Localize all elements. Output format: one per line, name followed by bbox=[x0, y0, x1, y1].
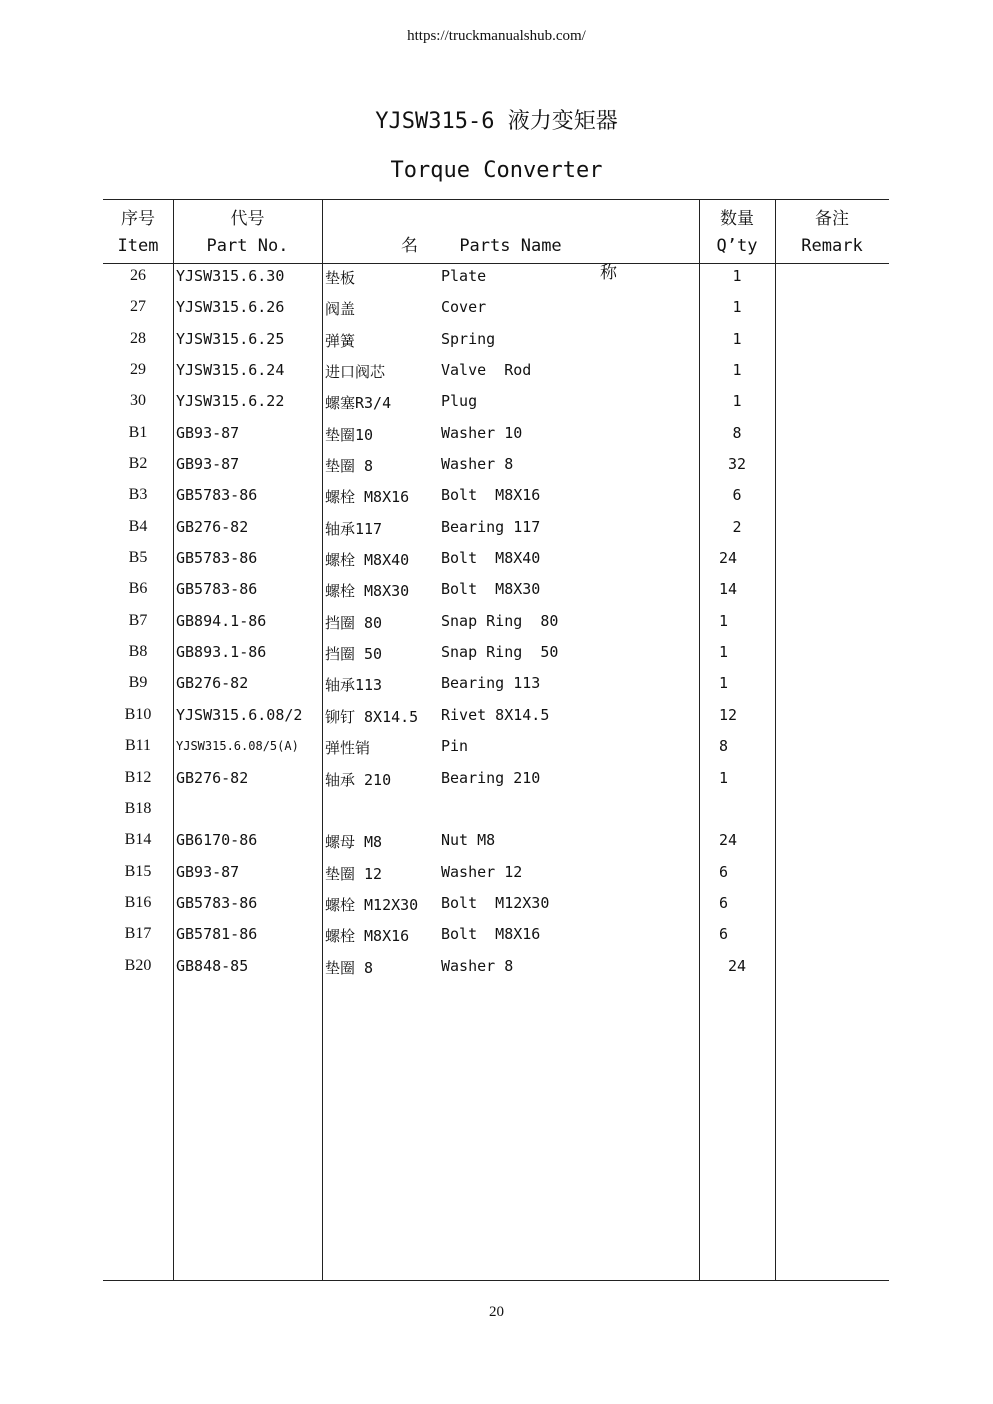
qty-cell: 14 bbox=[719, 580, 738, 599]
qty-cell: 1 bbox=[732, 392, 742, 411]
name-en-cell: Pin bbox=[441, 737, 469, 756]
header-part-cn: 代号 bbox=[230, 209, 265, 229]
part-no-cell: GB276-82 bbox=[176, 517, 249, 536]
item-cell: B2 bbox=[128, 455, 148, 473]
name-en-cell: Cover bbox=[441, 298, 487, 317]
item-cell: B15 bbox=[124, 862, 152, 880]
name-en-cell: Bolt M12X30 bbox=[441, 893, 550, 912]
name-en-cell: Valve Rod bbox=[441, 361, 532, 380]
item-cell: 27 bbox=[130, 298, 146, 316]
header-item-en: Item bbox=[117, 236, 159, 256]
header-remark-cn: 备注 bbox=[815, 209, 849, 229]
table-row bbox=[103, 609, 889, 640]
name-cn-cell: 轴承117 bbox=[325, 519, 383, 538]
name-en-cell: Rivet 8X14.5 bbox=[441, 705, 550, 724]
item-cell: B18 bbox=[124, 799, 152, 817]
header-part-en: Part No. bbox=[206, 236, 289, 256]
table-row bbox=[103, 734, 889, 765]
part-no-cell: GB6170-86 bbox=[176, 831, 258, 850]
qty-cell: 32 bbox=[727, 455, 747, 474]
table-row bbox=[103, 860, 889, 891]
name-en-cell: Snap Ring 50 bbox=[441, 643, 559, 662]
qty-cell: 24 bbox=[719, 549, 738, 568]
part-no-cell: YJSW315.6.24 bbox=[176, 361, 285, 380]
name-cn-cell: 螺栓 M8X16 bbox=[325, 488, 410, 507]
qty-cell: 1 bbox=[732, 267, 742, 285]
header-item bbox=[103, 206, 173, 260]
item-cell: 26 bbox=[130, 267, 146, 284]
table-row bbox=[103, 483, 889, 514]
qty-cell: 2 bbox=[732, 517, 742, 536]
item-cell: B3 bbox=[128, 486, 148, 504]
part-no-cell: GB93-87 bbox=[176, 455, 240, 474]
qty-cell: 1 bbox=[719, 768, 729, 787]
table-row bbox=[103, 264, 889, 295]
part-no-cell: GB5783-86 bbox=[176, 549, 258, 568]
header-item-cn: 序号 bbox=[121, 209, 155, 229]
table-row bbox=[103, 797, 889, 828]
part-no-cell: YJSW315.6.22 bbox=[176, 392, 285, 411]
qty-cell: 1 bbox=[719, 674, 729, 693]
source-url[interactable]: https://truckmanualshub.com/ bbox=[407, 28, 586, 44]
table-row bbox=[103, 828, 889, 859]
part-no-cell: YJSW315.6.08/2 bbox=[176, 705, 303, 724]
qty-cell: 6 bbox=[719, 925, 729, 944]
item-cell: B14 bbox=[124, 831, 152, 849]
name-en-cell: Washer 12 bbox=[441, 862, 523, 881]
document-title: YJSW315-6 液力变矩器 bbox=[375, 109, 618, 134]
name-en-cell: Bolt M8X16 bbox=[441, 486, 541, 505]
document-subtitle: Torque Converter bbox=[390, 158, 603, 183]
qty-cell: 1 bbox=[719, 643, 729, 662]
qty-cell: 6 bbox=[719, 862, 729, 881]
item-cell: B9 bbox=[128, 674, 148, 692]
name-en-cell: Spring bbox=[441, 329, 496, 348]
header-remark bbox=[775, 206, 889, 260]
item-cell: B1 bbox=[128, 423, 148, 441]
part-no-cell: YJSW315.6.30 bbox=[176, 267, 285, 285]
qty-cell: 1 bbox=[732, 298, 742, 317]
name-en-cell: Bolt M8X16 bbox=[441, 925, 541, 944]
table-row bbox=[103, 703, 889, 734]
item-cell: B11 bbox=[124, 737, 152, 755]
header-name-cn-left: 名 bbox=[401, 236, 418, 256]
part-no-cell: GB5781-86 bbox=[176, 925, 258, 944]
part-no-cell: GB5783-86 bbox=[176, 893, 258, 912]
table-row bbox=[103, 358, 889, 389]
part-no-cell: YJSW315.6.25 bbox=[176, 329, 285, 348]
qty-cell: 24 bbox=[719, 831, 738, 850]
table-row bbox=[103, 577, 889, 608]
table-row bbox=[103, 640, 889, 671]
part-no-cell: GB848-85 bbox=[176, 956, 249, 975]
parts-table bbox=[103, 199, 889, 1281]
name-en-cell: Bearing 210 bbox=[441, 768, 541, 787]
name-cn-cell: 挡圈 80 bbox=[325, 613, 383, 632]
name-en-cell: Nut M8 bbox=[441, 831, 496, 850]
qty-cell: 24 bbox=[727, 956, 747, 975]
part-no-cell: GB5783-86 bbox=[176, 486, 258, 505]
table-row bbox=[103, 515, 889, 546]
name-cn-cell: 螺塞R3/4 bbox=[325, 394, 392, 413]
name-cn-cell: 垫板 bbox=[325, 269, 356, 287]
part-no-cell: GB894.1-86 bbox=[176, 611, 267, 630]
qty-cell: 12 bbox=[719, 705, 738, 724]
name-en-cell: Bearing 113 bbox=[441, 674, 541, 693]
table-row bbox=[103, 891, 889, 922]
table-row bbox=[103, 954, 889, 985]
name-cn-cell: 轴承 210 bbox=[325, 770, 392, 789]
name-cn-cell: 垫圈 8 bbox=[325, 457, 374, 476]
header-qty bbox=[699, 206, 775, 260]
name-cn-cell: 螺栓 M8X16 bbox=[325, 927, 410, 946]
table-body bbox=[103, 264, 889, 985]
item-cell: B16 bbox=[124, 893, 152, 911]
qty-cell: 1 bbox=[732, 361, 742, 380]
part-no-cell: YJSW315.6.08/5(A) bbox=[176, 739, 299, 754]
name-cn-cell: 进口阀芯 bbox=[325, 363, 386, 382]
table-row bbox=[103, 295, 889, 326]
item-cell: B7 bbox=[128, 611, 148, 629]
name-en-cell: Washer 8 bbox=[441, 956, 514, 975]
name-en-cell: Plug bbox=[441, 392, 478, 411]
table-row bbox=[103, 327, 889, 358]
name-cn-cell: 螺栓 M8X40 bbox=[325, 551, 410, 570]
name-cn-cell: 螺母 M8 bbox=[325, 833, 383, 852]
qty-cell: 6 bbox=[732, 486, 742, 505]
name-cn-cell: 轴承113 bbox=[325, 676, 383, 695]
name-en-cell: Bolt M8X30 bbox=[441, 580, 541, 599]
header-part-no bbox=[173, 206, 322, 260]
item-cell: B4 bbox=[128, 517, 148, 535]
page-number: 20 bbox=[489, 1304, 504, 1320]
item-cell: B6 bbox=[128, 580, 148, 598]
item-cell: B17 bbox=[124, 925, 152, 943]
part-no-cell: GB5783-86 bbox=[176, 580, 258, 599]
name-cn-cell: 垫圈10 bbox=[325, 425, 374, 444]
table-row bbox=[103, 389, 889, 420]
table-row bbox=[103, 671, 889, 702]
qty-cell: 1 bbox=[719, 611, 729, 630]
item-cell: 28 bbox=[130, 329, 146, 347]
name-en-cell: Plate bbox=[441, 267, 487, 285]
part-no-cell: GB893.1-86 bbox=[176, 643, 267, 662]
part-no-cell: GB93-87 bbox=[176, 423, 240, 442]
part-no-cell: YJSW315.6.26 bbox=[176, 298, 285, 317]
name-en-cell: Washer 10 bbox=[441, 423, 523, 442]
header-qty-en: Q’ty bbox=[716, 236, 758, 256]
header-remark-en: Remark bbox=[801, 236, 863, 256]
qty-cell: 8 bbox=[732, 423, 742, 442]
item-cell: B8 bbox=[128, 643, 148, 661]
name-cn-cell: 垫圈 8 bbox=[325, 958, 374, 977]
table-row bbox=[103, 922, 889, 953]
name-cn-cell: 弹性销 bbox=[325, 739, 371, 758]
table-row bbox=[103, 766, 889, 797]
table-row bbox=[103, 546, 889, 577]
name-cn-cell: 铆钉 8X14.5 bbox=[325, 707, 419, 726]
part-no-cell: GB276-82 bbox=[176, 768, 249, 787]
header-name-en: Parts Name bbox=[459, 236, 562, 256]
part-no-cell: GB93-87 bbox=[176, 862, 240, 881]
name-cn-cell: 螺栓 M8X30 bbox=[325, 582, 410, 601]
name-en-cell: Snap Ring 80 bbox=[441, 611, 559, 630]
part-no-cell: GB276-82 bbox=[176, 674, 249, 693]
table-row bbox=[103, 452, 889, 483]
name-en-cell: Bolt M8X40 bbox=[441, 549, 541, 568]
table-row bbox=[103, 421, 889, 452]
qty-cell: 1 bbox=[732, 329, 742, 348]
item-cell: B12 bbox=[124, 768, 152, 786]
header-name-cn-right: 称 bbox=[600, 263, 617, 283]
item-cell: B10 bbox=[124, 705, 152, 723]
item-cell: B5 bbox=[128, 549, 148, 567]
name-cn-cell: 挡圈 50 bbox=[325, 645, 383, 664]
qty-cell: 8 bbox=[719, 737, 729, 756]
header-qty-cn: 数量 bbox=[720, 209, 754, 229]
item-cell: B20 bbox=[124, 956, 152, 974]
name-cn-cell: 阀盖 bbox=[325, 300, 356, 319]
item-cell: 29 bbox=[130, 361, 146, 379]
name-en-cell: Washer 8 bbox=[441, 455, 514, 474]
qty-cell: 6 bbox=[719, 893, 729, 912]
name-cn-cell: 螺栓 M12X30 bbox=[325, 895, 419, 914]
name-cn-cell: 垫圈 12 bbox=[325, 864, 383, 883]
name-en-cell: Bearing 117 bbox=[441, 517, 541, 536]
item-cell: 30 bbox=[130, 392, 146, 410]
name-cn-cell: 弹簧 bbox=[325, 331, 356, 350]
